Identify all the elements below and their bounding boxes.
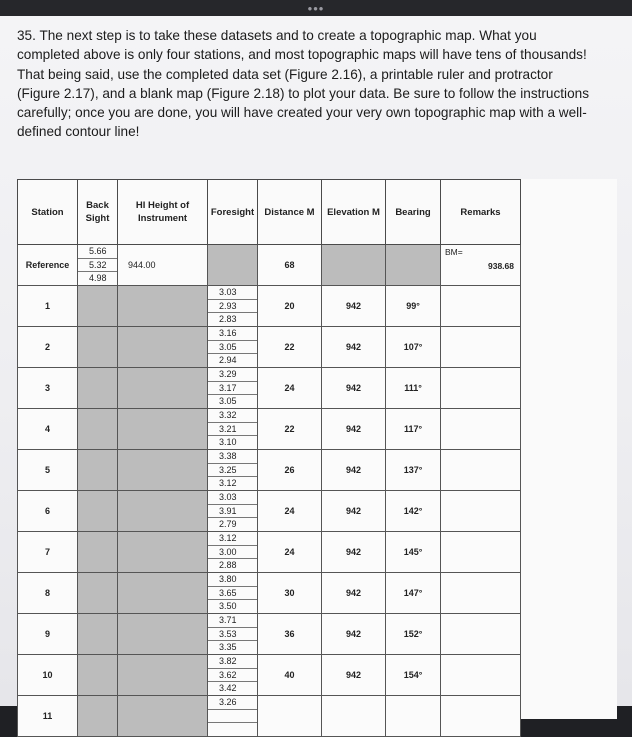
foresight-value: 3.91 <box>208 504 257 519</box>
distance-cell: 24 <box>258 368 322 409</box>
header-backsight: Back Sight <box>78 180 118 245</box>
foresight-value: 3.03 <box>219 287 237 298</box>
more-options-icon[interactable]: ••• <box>307 1 325 16</box>
bearing-cell: 147° <box>386 573 441 614</box>
hi-cell <box>118 532 208 573</box>
foresight-value: 3.12 <box>219 478 237 489</box>
station-cell: 8 <box>18 573 78 614</box>
hi-cell <box>118 614 208 655</box>
question-body: The next step is to take these datasets and to create a topographic map. What you completed above is only four stations, and most topographic maps will have tens of thousands! That being said, use the completed data set (Figure 2.16), a printable ruler and protractor (Figure 2.17), and a blank map (Figure 2.18) to plot your data. Be sure to follow the instructions carefully; once you are done, you will have created your very own topographic map with a well-defined contour line! <box>17 28 589 140</box>
elevation-cell <box>322 245 386 286</box>
backsight-cell <box>78 409 118 450</box>
station-cell: Reference <box>18 245 78 286</box>
backsight-value: 5.66 <box>89 246 107 257</box>
bearing-cell <box>386 245 441 286</box>
table-row <box>18 491 521 532</box>
distance-cell: 22 <box>258 409 322 450</box>
backsight-cell <box>78 573 118 614</box>
foresight-value: 3.62 <box>208 668 257 683</box>
table-row <box>18 409 521 450</box>
remarks-cell <box>441 491 521 532</box>
foresight-value: 3.05 <box>219 396 237 407</box>
bearing-cell: 99° <box>386 286 441 327</box>
backsight-value: 5.32 <box>78 258 117 273</box>
foresight-cell <box>208 573 258 614</box>
foresight-value: 3.35 <box>219 642 237 653</box>
foresight-cell <box>208 614 258 655</box>
remarks-cell <box>441 409 521 450</box>
backsight-cell <box>78 491 118 532</box>
table-row-reference <box>18 245 521 286</box>
hi-cell <box>118 491 208 532</box>
bearing-cell <box>386 696 441 737</box>
station-cell: 5 <box>18 450 78 491</box>
benchmark-label: BM= <box>445 247 463 257</box>
foresight-cell <box>208 655 258 696</box>
elevation-cell <box>322 696 386 737</box>
foresight-value: 3.82 <box>219 656 237 667</box>
foresight-value: 3.32 <box>219 410 237 421</box>
table-row <box>18 655 521 696</box>
foresight-value: 3.80 <box>219 574 237 585</box>
foresight-value: 3.26 <box>219 697 237 708</box>
table-row <box>18 286 521 327</box>
table-row <box>18 532 521 573</box>
elevation-cell: 942 <box>322 327 386 368</box>
foresight-value: 3.29 <box>219 369 237 380</box>
hi-cell <box>118 368 208 409</box>
header-hi: HI Height of Instrument <box>118 180 208 245</box>
elevation-cell: 942 <box>322 450 386 491</box>
remarks-cell <box>441 573 521 614</box>
station-rows <box>18 286 521 737</box>
distance-cell: 36 <box>258 614 322 655</box>
question-number: 35. <box>17 28 36 43</box>
foresight-cell <box>208 450 258 491</box>
backsight-cell <box>78 696 118 737</box>
elevation-cell: 942 <box>322 532 386 573</box>
remarks-cell <box>441 450 521 491</box>
bearing-cell: 154° <box>386 655 441 696</box>
distance-cell: 40 <box>258 655 322 696</box>
foresight-cell <box>208 327 258 368</box>
backsight-cell <box>78 368 118 409</box>
elevation-cell: 942 <box>322 409 386 450</box>
station-cell: 9 <box>18 614 78 655</box>
hi-cell <box>118 696 208 737</box>
foresight-value: 3.65 <box>208 586 257 601</box>
foresight-value: 3.10 <box>219 437 237 448</box>
distance-cell: 24 <box>258 491 322 532</box>
foresight-cell <box>208 368 258 409</box>
distance-cell <box>258 696 322 737</box>
distance-cell: 68 <box>258 245 322 286</box>
remarks-cell <box>441 532 521 573</box>
bearing-cell: 142° <box>386 491 441 532</box>
header-distance: Distance M <box>258 180 322 245</box>
table-row <box>18 696 521 737</box>
hi-cell <box>118 573 208 614</box>
remarks-cell <box>441 368 521 409</box>
station-cell: 2 <box>18 327 78 368</box>
foresight-value: 3.38 <box>219 451 237 462</box>
table-row <box>18 450 521 491</box>
header-elevation: Elevation M <box>322 180 386 245</box>
remarks-cell <box>441 696 521 737</box>
station-cell: 3 <box>18 368 78 409</box>
hi-cell <box>118 286 208 327</box>
bearing-cell: 152° <box>386 614 441 655</box>
header-bearing: Bearing <box>386 180 441 245</box>
foresight-value: 2.93 <box>208 299 257 314</box>
bearing-cell: 107° <box>386 327 441 368</box>
foresight-value: 3.00 <box>208 545 257 560</box>
station-cell: 6 <box>18 491 78 532</box>
hi-cell <box>118 655 208 696</box>
station-cell: 11 <box>18 696 78 737</box>
backsight-cell <box>78 532 118 573</box>
hi-cell <box>118 450 208 491</box>
distance-cell: 22 <box>258 327 322 368</box>
header-foresight: Foresight <box>208 180 258 245</box>
foresight-value: 3.21 <box>208 422 257 437</box>
table-row <box>18 327 521 368</box>
bearing-cell: 137° <box>386 450 441 491</box>
bearing-cell: 111° <box>386 368 441 409</box>
bearing-cell: 117° <box>386 409 441 450</box>
question-text-block <box>17 26 597 142</box>
foresight-value: 3.03 <box>219 492 237 503</box>
foresight-value: 3.17 <box>208 381 257 396</box>
remarks-cell <box>441 327 521 368</box>
table-header-row <box>18 180 521 245</box>
header-remarks: Remarks <box>441 180 521 245</box>
foresight-value: 3.16 <box>219 328 237 339</box>
table-row <box>18 614 521 655</box>
remarks-cell <box>441 655 521 696</box>
hi-cell <box>118 327 208 368</box>
foresight-value: 2.88 <box>219 560 237 571</box>
distance-cell: 30 <box>258 573 322 614</box>
backsight-cell <box>78 614 118 655</box>
backsight-cell <box>78 286 118 327</box>
backsight-cell <box>78 245 118 286</box>
foresight-value: 3.05 <box>208 340 257 355</box>
foresight-value: 2.79 <box>219 519 237 530</box>
foresight-value <box>208 723 257 736</box>
foresight-cell <box>208 286 258 327</box>
elevation-cell: 942 <box>322 614 386 655</box>
backsight-value: 4.98 <box>89 273 107 284</box>
data-sheet <box>17 179 617 719</box>
foresight-cell <box>208 696 258 737</box>
hi-cell: 944.00 <box>118 245 208 286</box>
backsight-cell <box>78 450 118 491</box>
foresight-cell <box>208 491 258 532</box>
station-cell: 4 <box>18 409 78 450</box>
elevation-cell: 942 <box>322 368 386 409</box>
station-cell: 1 <box>18 286 78 327</box>
foresight-cell <box>208 245 258 286</box>
foresight-cell <box>208 532 258 573</box>
distance-cell: 26 <box>258 450 322 491</box>
station-cell: 10 <box>18 655 78 696</box>
backsight-cell <box>78 655 118 696</box>
elevation-cell: 942 <box>322 286 386 327</box>
remarks-cell <box>441 614 521 655</box>
hi-cell <box>118 409 208 450</box>
backsight-cell <box>78 327 118 368</box>
table-row <box>18 368 521 409</box>
foresight-value: 2.83 <box>219 314 237 325</box>
survey-data-table <box>17 179 521 737</box>
foresight-value: 3.25 <box>208 463 257 478</box>
foresight-value: 3.50 <box>219 601 237 612</box>
station-cell: 7 <box>18 532 78 573</box>
bearing-cell: 145° <box>386 532 441 573</box>
foresight-value <box>208 709 257 724</box>
elevation-cell: 942 <box>322 573 386 614</box>
foresight-value: 3.42 <box>219 683 237 694</box>
elevation-cell: 942 <box>322 491 386 532</box>
foresight-value: 3.71 <box>219 615 237 626</box>
distance-cell: 20 <box>258 286 322 327</box>
header-station: Station <box>18 180 78 245</box>
remarks-cell <box>441 245 521 286</box>
table-row <box>18 573 521 614</box>
elevation-cell: 942 <box>322 655 386 696</box>
foresight-cell <box>208 409 258 450</box>
remarks-cell <box>441 286 521 327</box>
foresight-value: 3.12 <box>219 533 237 544</box>
foresight-value: 2.94 <box>219 355 237 366</box>
benchmark-value: 938.68 <box>488 261 514 271</box>
foresight-value: 3.53 <box>208 627 257 642</box>
distance-cell: 24 <box>258 532 322 573</box>
